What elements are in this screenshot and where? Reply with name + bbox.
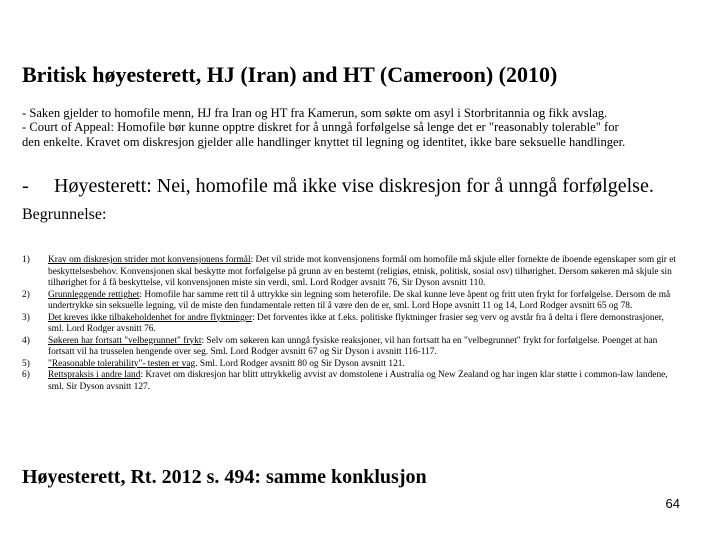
list-item (22, 336, 682, 359)
main-point (22, 175, 654, 198)
list-item-number: 3) (22, 312, 30, 323)
main-point-text: Høyesterett: Nei, homofile må ikke vise diskresjon for å unngå forfølgelse. (54, 175, 654, 197)
list-item-body: : Kravet om diskresjon har blitt uttrykkelig avvist av domstolene i Australia og New Zealand og har ingen klar støtte i common-law landene, sml. Sir Dyson avsnitt 127. (48, 370, 668, 392)
intro-line: - Saken gjelder to homofile menn, HJ fra Iran og HT fra Kamerun, som søkte om asyl i Storbritannia og fikk avslag. (22, 106, 608, 120)
list-item (22, 290, 682, 313)
list-item-text (48, 359, 682, 371)
list-item-number: 4) (22, 335, 30, 346)
reasons-heading: Begrunnelse: (22, 206, 107, 223)
list-item-lead: "Reasonable tolerability"- testen er vag (48, 358, 196, 369)
intro-text (22, 106, 698, 149)
slide-title: Britisk høyesterett, HJ (Iran) and HT (Cameroon) (2010) (22, 62, 558, 87)
list-item-number: 6) (22, 370, 30, 380)
list-item (22, 255, 682, 290)
list-item-body: : Det forventes ikke at f.eks. politiske flyktninger frasier seg verv og avstår fra å delta i flere demonstrasjoner, sml. Lord Rodger avsnitt 76. (48, 312, 664, 334)
list-item (22, 370, 682, 393)
list-item-text (48, 336, 682, 359)
list-item-lead: Krav om diskresjon strider mot konvensjonens formål (48, 255, 251, 265)
list-item-text (48, 255, 682, 290)
page-number: 64 (665, 496, 680, 511)
list-item-text (48, 290, 682, 313)
list-item (22, 313, 682, 336)
list-item (22, 359, 682, 371)
list-item-text (48, 313, 682, 336)
list-item-body: . Sml. Lord Rodger avsnitt 80 og Sir Dyson avsnitt 121. (195, 358, 405, 369)
list-item-number: 5) (22, 358, 30, 369)
intro-line: den enkelte. Kravet om diskresjon gjelder alle handlinger knyttet til legning og identitet, ikke bare seksuelle handlinger. (22, 134, 626, 149)
intro-line: - Court of Appeal: Homofile bør kunne opptre diskret for å unngå forfølgelse så lenge det er "reasonably tolerable" for (22, 120, 619, 135)
list-item-body: : Det vil stride mot konvensjonens formål om homofile må skjule eller fornekte de iboende egenskaper som gir et beskyttelsesbehov. Konvensjonen skal beskytte mot forfølgelse på grunn av en bestemt (religiøs, etnisk, politisk, sosial osv) tilhørighet. Dersom søkeren må skjule sin tilhørighet for å få beskyttelse, vil konvensjonen miste sin verdi, sml. Lord Rodger avsnitt 76, Sir Dyson avsnitt 110. (48, 255, 676, 288)
list-item-lead: Det kreves ikke tilbakeholdenhet for andre flyktninger (48, 312, 253, 323)
list-item-body: : Homofile har samme rett til å uttrykke sin legning som heterofile. De skal kunne leve åpent og fritt uten frykt for forfølgelse. Dersom de må undertrykke sin seksuelle legning, vil de miste den fundamentale retten til å være den de er, sml. Lord Hope avsnitt 11 og 14, Lord Rodger avsnitt 65 og 78. (48, 289, 671, 311)
list-item-number: 1) (22, 255, 30, 265)
main-point-dash: - (22, 175, 29, 197)
list-item-number: 2) (22, 289, 30, 300)
list-item-lead: Grunnleggende rettighet (48, 289, 140, 300)
list-item-lead: Søkeren har fortsatt "velbegrunnet" frykt (48, 335, 202, 346)
reasons-list (22, 255, 682, 393)
conclusion: Høyesterett, Rt. 2012 s. 494: samme konklusjon (22, 466, 427, 488)
list-item-body: : Selv om søkeren kan unngå fysiske reaksjoner, vil han fortsatt ha en "velbegrunnet" frykt for forfølgelse. Poenget at han fortsatt vil ha trusselen hengende over seg. Sml. Lord Rodger avsnitt 67 og Sir Dyson i avsnitt 116-117. (48, 335, 658, 357)
list-item-text (48, 370, 682, 393)
list-item-lead: Rettspraksis i andre land (48, 370, 141, 380)
